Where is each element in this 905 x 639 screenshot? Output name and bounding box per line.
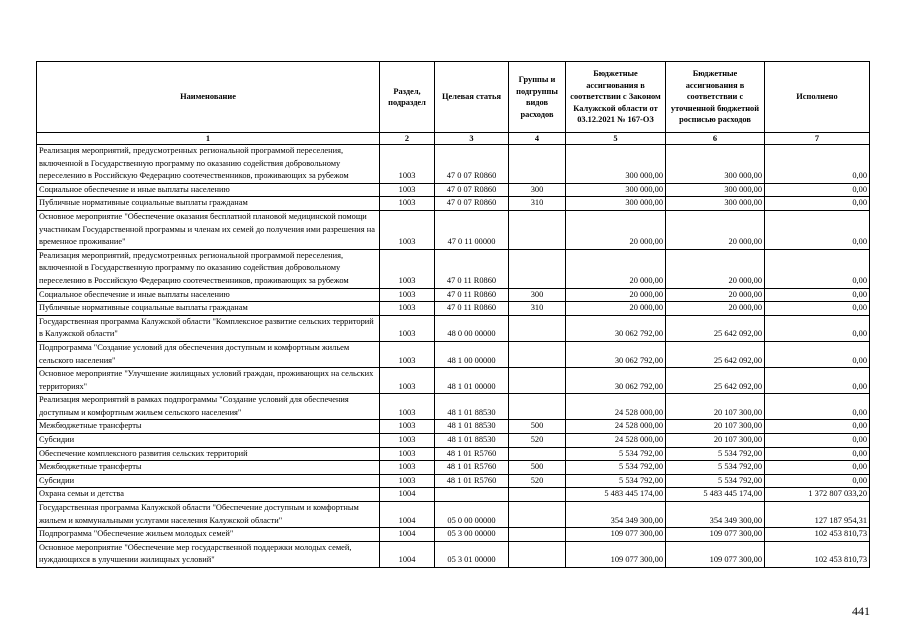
row-target: 48 1 01 88530 <box>435 420 509 434</box>
column-number-row <box>37 133 870 145</box>
row-refined-amount: 20 000,00 <box>666 302 765 316</box>
row-refined-amount: 25 642 092,00 <box>666 315 765 341</box>
row-executed-amount: 0,00 <box>765 210 870 249</box>
row-group <box>509 528 566 542</box>
row-group <box>509 502 566 528</box>
row-name: Социальное обеспечение и иные выплаты населению <box>37 183 380 197</box>
row-refined-amount: 20 107 300,00 <box>666 394 765 420</box>
row-law-amount: 5 483 445 174,00 <box>566 488 666 502</box>
row-name: Обеспечение комплексного развития сельских территорий <box>37 447 380 461</box>
row-target: 47 0 07 R0860 <box>435 183 509 197</box>
row-name: Межбюджетные трансферты <box>37 461 380 475</box>
row-law-amount: 20 000,00 <box>566 302 666 316</box>
table-row <box>37 249 870 288</box>
row-section: 1003 <box>380 315 435 341</box>
row-section: 1003 <box>380 249 435 288</box>
row-law-amount: 20 000,00 <box>566 249 666 288</box>
row-section: 1003 <box>380 420 435 434</box>
row-refined-amount: 20 000,00 <box>666 288 765 302</box>
row-name: Охрана семьи и детства <box>37 488 380 502</box>
row-section: 1003 <box>380 474 435 488</box>
col-number: 3 <box>435 133 509 145</box>
row-refined-amount: 109 077 300,00 <box>666 528 765 542</box>
row-executed-amount: 102 453 810,73 <box>765 528 870 542</box>
row-refined-amount: 20 107 300,00 <box>666 420 765 434</box>
row-refined-amount: 109 077 300,00 <box>666 541 765 567</box>
table-row <box>37 461 870 475</box>
row-section: 1004 <box>380 528 435 542</box>
row-law-amount: 300 000,00 <box>566 145 666 184</box>
table-row <box>37 302 870 316</box>
row-executed-amount: 127 187 954,31 <box>765 502 870 528</box>
row-name: Реализация мероприятий в рамках подпрограммы "Создание условий для обеспечения доступным и комфортным жильем сельского населения" <box>37 394 380 420</box>
table-row <box>37 210 870 249</box>
row-refined-amount: 25 642 092,00 <box>666 341 765 367</box>
row-name: Субсидии <box>37 474 380 488</box>
row-section: 1004 <box>380 502 435 528</box>
row-refined-amount: 300 000,00 <box>666 145 765 184</box>
header-refined: Бюджетные ассигнования в соответствии с уточненной бюджетной росписью расходов <box>666 62 765 133</box>
row-group: 500 <box>509 420 566 434</box>
table-row <box>37 502 870 528</box>
row-executed-amount: 0,00 <box>765 461 870 475</box>
row-group: 500 <box>509 461 566 475</box>
row-target: 47 0 07 R0860 <box>435 197 509 211</box>
row-group <box>509 145 566 184</box>
row-law-amount: 30 062 792,00 <box>566 368 666 394</box>
row-law-amount: 24 528 000,00 <box>566 434 666 448</box>
row-refined-amount: 5 534 792,00 <box>666 474 765 488</box>
row-law-amount: 5 534 792,00 <box>566 474 666 488</box>
row-law-amount: 354 349 300,00 <box>566 502 666 528</box>
row-target: 48 1 01 88530 <box>435 434 509 448</box>
row-group <box>509 341 566 367</box>
row-target: 48 1 01 R5760 <box>435 461 509 475</box>
row-name: Подпрограмма "Обеспечение жильем молодых семей" <box>37 528 380 542</box>
row-section: 1003 <box>380 288 435 302</box>
col-number: 7 <box>765 133 870 145</box>
row-executed-amount: 0,00 <box>765 474 870 488</box>
row-refined-amount: 300 000,00 <box>666 197 765 211</box>
row-group <box>509 488 566 502</box>
row-group: 310 <box>509 197 566 211</box>
row-group: 520 <box>509 434 566 448</box>
col-number: 5 <box>566 133 666 145</box>
header-name: Наименование <box>37 62 380 133</box>
row-target <box>435 488 509 502</box>
row-section: 1004 <box>380 541 435 567</box>
table-row <box>37 488 870 502</box>
table-row <box>37 288 870 302</box>
row-executed-amount: 0,00 <box>765 145 870 184</box>
row-law-amount: 300 000,00 <box>566 183 666 197</box>
row-refined-amount: 20 000,00 <box>666 249 765 288</box>
row-name: Публичные нормативные социальные выплаты гражданам <box>37 302 380 316</box>
row-target: 48 1 00 00000 <box>435 341 509 367</box>
row-name: Субсидии <box>37 434 380 448</box>
header-law: Бюджетные ассигнования в соответствии с Законом Калужской области от 03.12.2021 № 167-ОЗ <box>566 62 666 133</box>
row-law-amount: 5 534 792,00 <box>566 461 666 475</box>
row-executed-amount: 0,00 <box>765 341 870 367</box>
row-group <box>509 541 566 567</box>
table-row <box>37 145 870 184</box>
table-row <box>37 434 870 448</box>
row-section: 1003 <box>380 145 435 184</box>
row-law-amount: 30 062 792,00 <box>566 315 666 341</box>
row-executed-amount: 0,00 <box>765 197 870 211</box>
row-target: 47 0 07 R0860 <box>435 145 509 184</box>
row-executed-amount: 0,00 <box>765 394 870 420</box>
header-executed: Исполнено <box>765 62 870 133</box>
table-row <box>37 447 870 461</box>
row-name: Реализация мероприятий, предусмотренных региональной программой переселения, включенной в Государственную программу по оказанию содействия добровольному переселению в Российскую Федерацию соотечественников, проживающих за рубежом <box>37 249 380 288</box>
table-row <box>37 368 870 394</box>
page-number: 441 <box>852 604 870 618</box>
row-target: 47 0 11 R0860 <box>435 249 509 288</box>
table-row <box>37 420 870 434</box>
row-group <box>509 210 566 249</box>
row-section: 1003 <box>380 302 435 316</box>
table-row <box>37 528 870 542</box>
table-row <box>37 341 870 367</box>
row-name: Государственная программа Калужской области "Комплексное развитие сельских территорий в Калужской области" <box>37 315 380 341</box>
table-row <box>37 541 870 567</box>
row-group <box>509 394 566 420</box>
row-group <box>509 368 566 394</box>
row-law-amount: 109 077 300,00 <box>566 528 666 542</box>
row-name: Основное мероприятие "Обеспечение мер государственной поддержки молодых семей, нуждающихся в улучшении жилищных условий" <box>37 541 380 567</box>
table-row <box>37 474 870 488</box>
row-group: 520 <box>509 474 566 488</box>
row-target: 48 0 00 00000 <box>435 315 509 341</box>
header-section: Раздел, подраздел <box>380 62 435 133</box>
row-section: 1004 <box>380 488 435 502</box>
row-group <box>509 447 566 461</box>
row-target: 47 0 11 R0860 <box>435 288 509 302</box>
row-executed-amount: 0,00 <box>765 183 870 197</box>
row-law-amount: 20 000,00 <box>566 210 666 249</box>
row-target: 47 0 11 R0860 <box>435 302 509 316</box>
row-law-amount: 24 528 000,00 <box>566 394 666 420</box>
row-section: 1003 <box>380 210 435 249</box>
row-group <box>509 315 566 341</box>
row-law-amount: 20 000,00 <box>566 288 666 302</box>
row-group: 300 <box>509 288 566 302</box>
row-executed-amount: 102 453 810,73 <box>765 541 870 567</box>
row-refined-amount: 5 483 445 174,00 <box>666 488 765 502</box>
col-number: 6 <box>666 133 765 145</box>
col-number: 4 <box>509 133 566 145</box>
row-refined-amount: 20 107 300,00 <box>666 434 765 448</box>
row-target: 05 3 01 00000 <box>435 541 509 567</box>
row-name: Подпрограмма "Создание условий для обеспечения доступным и комфортным жильем сельского населения" <box>37 341 380 367</box>
table-row <box>37 183 870 197</box>
row-section: 1003 <box>380 394 435 420</box>
row-refined-amount: 5 534 792,00 <box>666 447 765 461</box>
row-executed-amount: 0,00 <box>765 368 870 394</box>
row-section: 1003 <box>380 368 435 394</box>
header-group: Группы и подгруппы видов расходов <box>509 62 566 133</box>
row-target: 05 3 00 00000 <box>435 528 509 542</box>
row-target: 48 1 01 R5760 <box>435 474 509 488</box>
row-refined-amount: 25 642 092,00 <box>666 368 765 394</box>
row-refined-amount: 300 000,00 <box>666 183 765 197</box>
row-target: 47 0 11 00000 <box>435 210 509 249</box>
row-target: 48 1 01 88530 <box>435 394 509 420</box>
row-law-amount: 30 062 792,00 <box>566 341 666 367</box>
row-group: 300 <box>509 183 566 197</box>
row-executed-amount: 1 372 807 033,20 <box>765 488 870 502</box>
row-refined-amount: 5 534 792,00 <box>666 461 765 475</box>
header-target: Целевая статья <box>435 62 509 133</box>
row-group: 310 <box>509 302 566 316</box>
row-law-amount: 5 534 792,00 <box>566 447 666 461</box>
row-target: 48 1 01 00000 <box>435 368 509 394</box>
row-group <box>509 249 566 288</box>
budget-table <box>36 61 870 568</box>
row-law-amount: 24 528 000,00 <box>566 420 666 434</box>
row-target: 48 1 01 R5760 <box>435 447 509 461</box>
row-target: 05 0 00 00000 <box>435 502 509 528</box>
col-number: 1 <box>37 133 380 145</box>
row-executed-amount: 0,00 <box>765 434 870 448</box>
row-section: 1003 <box>380 434 435 448</box>
row-section: 1003 <box>380 341 435 367</box>
row-name: Основное мероприятие "Обеспечение оказания бесплатной плановой медицинской помощи участникам Государственной программы и членам их семей до получения ими разрешения на временное проживание" <box>37 210 380 249</box>
row-name: Реализация мероприятий, предусмотренных региональной программой переселения, включенной в Государственную программу по оказанию содействия добровольному переселению в Российскую Федерацию соотечественников, проживающих за рубежом <box>37 145 380 184</box>
table-row <box>37 394 870 420</box>
row-law-amount: 300 000,00 <box>566 197 666 211</box>
row-section: 1003 <box>380 461 435 475</box>
row-refined-amount: 354 349 300,00 <box>666 502 765 528</box>
table-row <box>37 315 870 341</box>
row-law-amount: 109 077 300,00 <box>566 541 666 567</box>
row-executed-amount: 0,00 <box>765 288 870 302</box>
row-section: 1003 <box>380 183 435 197</box>
row-name: Основное мероприятие "Улучшение жилищных условий граждан, проживающих на сельских территориях" <box>37 368 380 394</box>
row-executed-amount: 0,00 <box>765 302 870 316</box>
row-executed-amount: 0,00 <box>765 249 870 288</box>
row-executed-amount: 0,00 <box>765 420 870 434</box>
col-number: 2 <box>380 133 435 145</box>
row-section: 1003 <box>380 447 435 461</box>
header-row <box>37 62 870 133</box>
row-name: Публичные нормативные социальные выплаты гражданам <box>37 197 380 211</box>
row-refined-amount: 20 000,00 <box>666 210 765 249</box>
row-name: Социальное обеспечение и иные выплаты населению <box>37 288 380 302</box>
row-executed-amount: 0,00 <box>765 315 870 341</box>
row-executed-amount: 0,00 <box>765 447 870 461</box>
row-name: Государственная программа Калужской области "Обеспечение доступным и комфортным жильем и коммунальными услугами населения Калужской области" <box>37 502 380 528</box>
row-section: 1003 <box>380 197 435 211</box>
row-name: Межбюджетные трансферты <box>37 420 380 434</box>
table-row <box>37 197 870 211</box>
